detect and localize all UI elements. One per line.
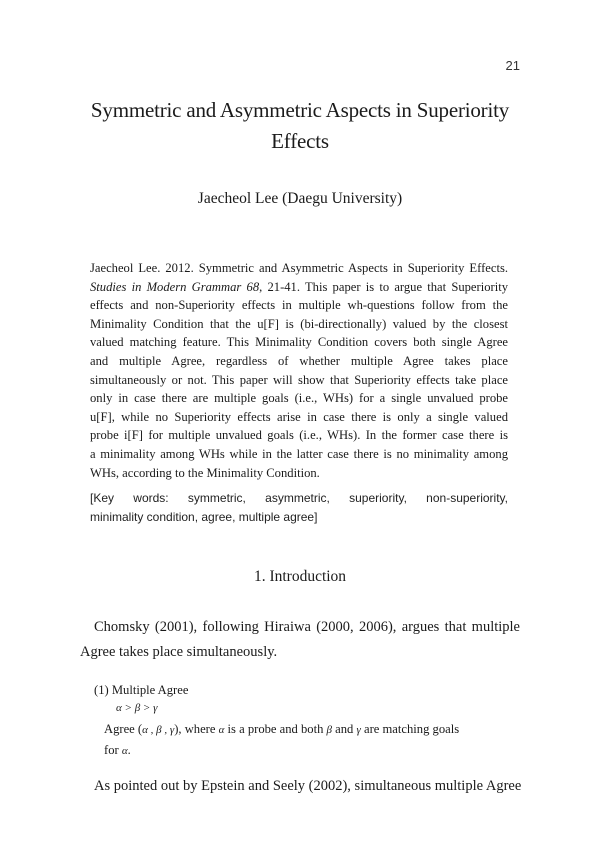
title-line-2: Effects bbox=[271, 129, 329, 153]
paragraph-line: Chomsky (2001), following Hiraiwa (2000, 2006), argues that multiple bbox=[94, 619, 520, 635]
greek-symbols: α , β , γ bbox=[142, 724, 175, 736]
body-paragraph bbox=[80, 615, 520, 665]
keywords bbox=[90, 489, 508, 526]
greek-alpha: α bbox=[218, 724, 225, 736]
example-line bbox=[104, 719, 522, 740]
section-heading: 1. Introduction bbox=[253, 568, 347, 585]
example-text: is a probe and both bbox=[224, 722, 327, 736]
keywords-line-1: [Key words: symmetric, asymmetric, superiority, non-superiority, bbox=[90, 491, 508, 505]
example-text: are matching goals bbox=[360, 722, 460, 736]
abstract-line: and multiple Agree, regardless of whether multiple Agree takes place bbox=[90, 353, 508, 368]
greek-beta: β bbox=[326, 724, 333, 736]
abstract-line: simultaneously or not. This paper will show that Superiority effects take place bbox=[90, 372, 508, 387]
title-line-1: Symmetric and Asymmetric Aspects in Superiority bbox=[90, 98, 510, 122]
page-number: 21 bbox=[505, 58, 520, 73]
abstract-line: WHs, according to the Minimality Condition. bbox=[90, 465, 320, 480]
keywords-line-2: minimality condition, agree, multiple agree] bbox=[90, 509, 318, 524]
example-text: Agree ( bbox=[104, 722, 143, 736]
abstract bbox=[90, 259, 508, 482]
example-label: (1) Multiple Agree bbox=[94, 683, 189, 697]
example-line bbox=[104, 740, 522, 761]
author-affiliation: Jaecheol Lee (Daegu University) bbox=[197, 190, 403, 207]
journal-name: Studies in Modern Grammar 68 bbox=[90, 279, 260, 294]
paragraph-line: As pointed out by Epstein and Seely (2002), simultaneous multiple Agree bbox=[94, 778, 522, 794]
abstract-line: Minimality Condition that the u[F] is (bi-directionally) valued by the closest bbox=[90, 316, 508, 331]
example-text: . bbox=[127, 743, 131, 757]
greek-gamma: γ bbox=[356, 724, 361, 736]
paragraph-line: Agree takes place simultaneously. bbox=[80, 644, 278, 660]
greek-alpha: α bbox=[121, 745, 128, 757]
abstract-line: effects and non-Superiority effects in multiple wh-questions follow from the bbox=[90, 298, 508, 313]
abstract-line-text: , 21-41. This paper is to argue that Superiority bbox=[259, 279, 509, 294]
example-text: and bbox=[332, 722, 357, 736]
abstract-citation: Jaecheol Lee. 2012. Symmetric and Asymmetric Aspects in Superiority Effects. bbox=[90, 261, 508, 275]
abstract-line: a minimality among WHs while in the latter case there is no minimality among bbox=[90, 446, 508, 461]
example-sequence: α > β > γ bbox=[116, 702, 158, 714]
abstract-line: only in case there are multiple goals (i.e., WHs) for a single unvalued probe bbox=[90, 391, 508, 406]
abstract-line: probe i[F] for multiple unvalued goals (i.e., WHs). In the former case there is bbox=[90, 428, 508, 443]
abstract-line: valued matching feature. This Minimality Condition covers both single Agree bbox=[90, 335, 508, 350]
paper-title bbox=[60, 95, 540, 157]
abstract-line: u[F], while no Superiority effects arise in case there is only a single valued bbox=[90, 409, 508, 424]
example-text: ), where bbox=[174, 722, 219, 736]
example-body bbox=[104, 719, 522, 761]
body-paragraph bbox=[80, 774, 520, 799]
example-text: for bbox=[104, 743, 122, 757]
abstract-line bbox=[90, 278, 508, 297]
